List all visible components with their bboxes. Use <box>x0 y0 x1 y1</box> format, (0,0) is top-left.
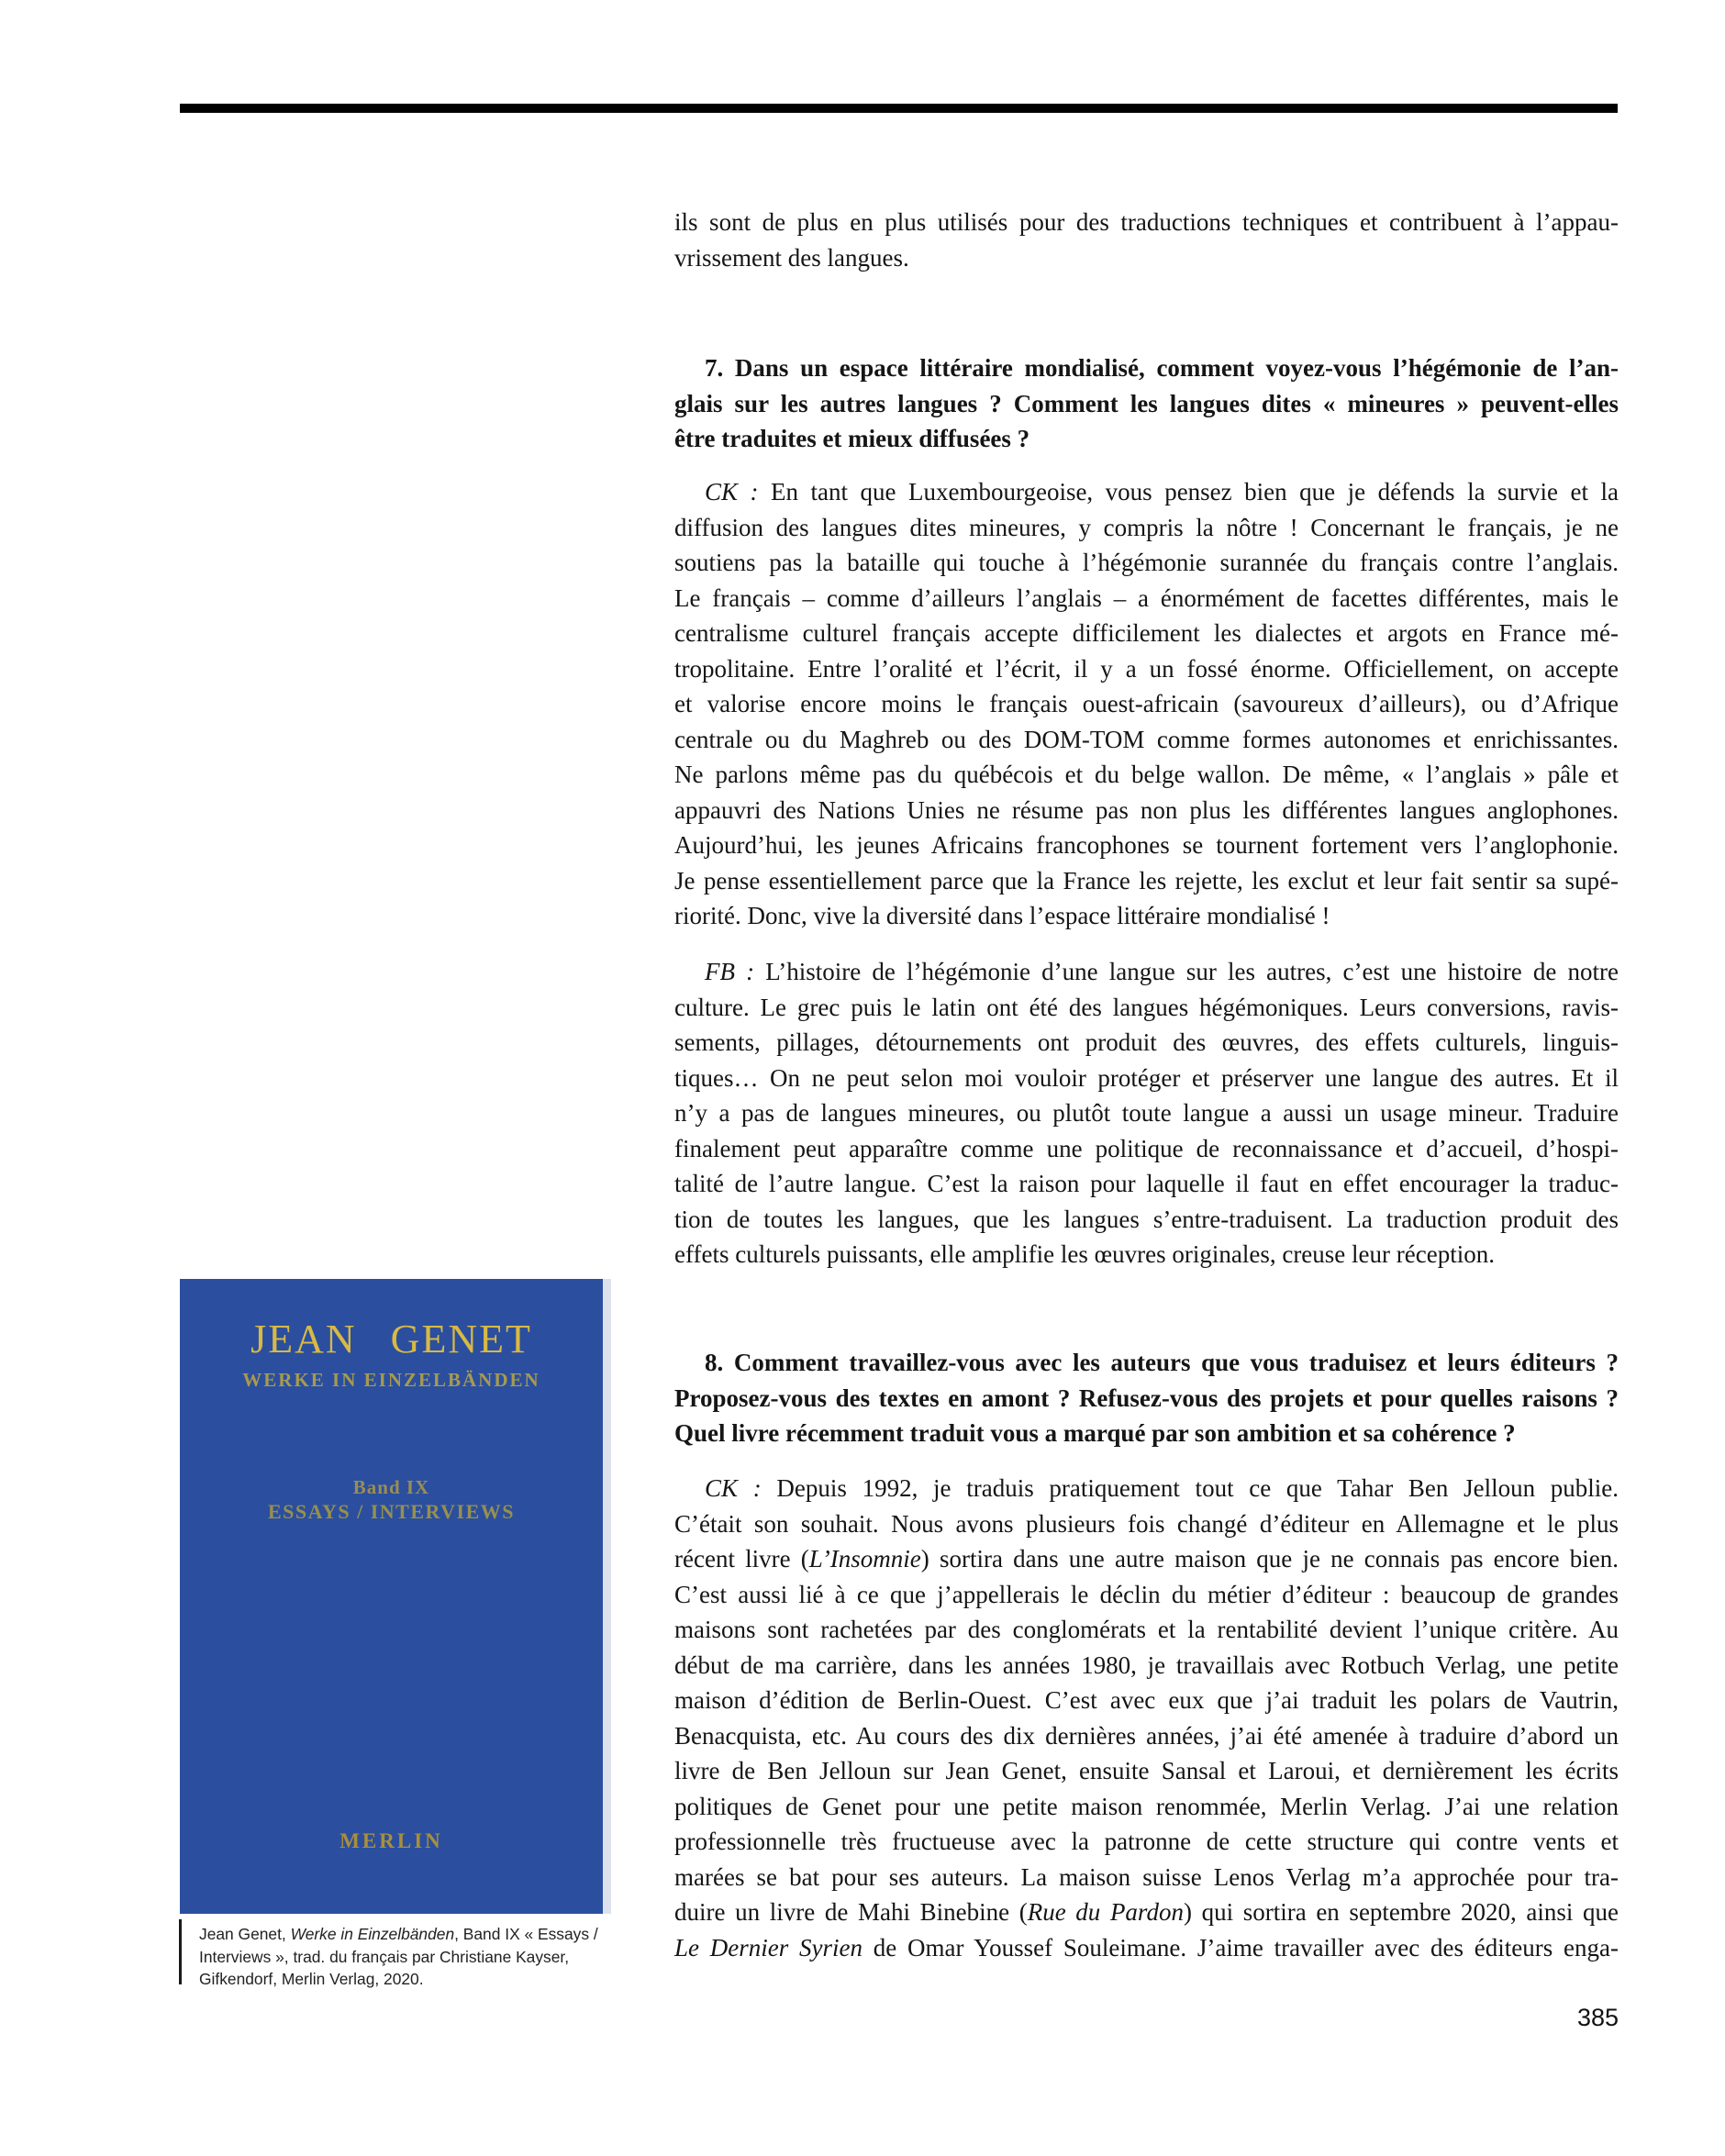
text-line: CK : Depuis 1992, je traduis pratiquement tout ce que Tahar Ben Jelloun publie. <box>705 1474 1619 1502</box>
answer-ck-2 <box>674 1471 1619 1965</box>
text-line: et valorise encore moins le français ouest-africain (savoureux d’ailleurs), ou d’Afrique <box>674 690 1619 717</box>
text-line: politiques de Genet pour une petite maison renommée, Merlin Verlag. J’ai une relation <box>674 1792 1619 1820</box>
text-line: appauvri des Nations Unies ne résume pas non plus les différentes langues anglophones. <box>674 795 1619 824</box>
text-line: Ne parlons même pas du québécois et du belge wallon. De même, « l’anglais » pâle et <box>674 761 1619 788</box>
text-line: centrale ou du Maghreb ou des DOM-TOM comme formes autonomes et enrichissantes. <box>674 725 1619 753</box>
text-line: centralisme culturel français accepte difficilement les dialectes et argots en France mé- <box>674 619 1619 647</box>
continued-paragraph <box>674 205 1619 275</box>
text-line: glais sur les autres langues ? Comment les langues dites « mineures » peuvent-elles <box>674 389 1619 417</box>
text-line: Interviews », trad. du français par Christiane Kayser, <box>199 1947 570 1966</box>
text-line: C’est aussi lié à ce que j’appellerais le déclin du métier d’éditeur : beaucoup de grandes <box>674 1580 1619 1608</box>
text-line: diffusion des langues dites mineures, y compris la nôtre ! Concernant le français, je ne <box>674 513 1619 541</box>
text-line: ils sont de plus en plus utilisés pour des traductions techniques et contribuent à l’appau- <box>674 208 1619 236</box>
book-cover-publisher: MERLIN <box>339 1829 443 1852</box>
text-line: riorité. Donc, vive la diversité dans l’espace littéraire mondialisé ! <box>674 902 1330 929</box>
text-line: Le Dernier Syrien de Omar Youssef Souleimane. J’aime travailler avec des éditeurs enga- <box>674 1933 1619 1962</box>
text-line: C’était son souhait. Nous avons plusieurs fois changé d’éditeur en Allemagne et le plus <box>674 1509 1619 1538</box>
text-line: maison d’édition de Berlin-Ouest. C’est avec eux que j’ai traduit les polars de Vautrin, <box>674 1686 1619 1714</box>
text-line: Benacquista, etc. Au cours des dix dernières années, j’ai été amenée à traduire d’abord un <box>674 1721 1619 1750</box>
book-cover-subtitle: WERKE IN EINZELBÄNDEN <box>242 1369 540 1391</box>
text-line: finalement peut apparaître comme une politique de reconnaissance et d’accueil, d’hospi- <box>674 1134 1619 1162</box>
book-cover-title: JEAN GENET <box>250 1317 532 1361</box>
text-line: Quel livre récemment traduit vous a marqué par son ambition et sa cohérence ? <box>674 1419 1516 1447</box>
text-line: maisons sont rachetées par des conglomérats et la rentabilité devient l’unique critère. Au <box>674 1616 1619 1643</box>
caption-rule <box>179 1919 182 1984</box>
book-cover-image <box>180 1279 611 1914</box>
text-line: Je pense essentiellement parce que la France les rejette, les exclut et leur fait sentir sa supé- <box>674 866 1619 895</box>
figure-caption <box>199 1923 603 1991</box>
text-line: FB : L’histoire de l’hégémonie d’une langue sur les autres, c’est une histoire de notre <box>705 958 1619 985</box>
text-line: Jean Genet, Werke in Einzelbänden, Band IX « Essays / <box>199 1925 598 1943</box>
text-line: professionnelle très fructueuse avec la patronne de cette structure qui contre vents et <box>674 1828 1619 1855</box>
text-line: Gifkendorf, Merlin Verlag, 2020. <box>199 1970 424 1988</box>
text-line: n’y a pas de langues mineures, ou plutôt toute langue a aussi un usage mineur. Traduire <box>674 1099 1619 1127</box>
text-line: vrissement des langues. <box>674 243 909 272</box>
text-line: marées se bat pour ses auteurs. La maison suisse Lenos Verlag m’a approchée pour tra- <box>674 1862 1619 1891</box>
question-8-heading <box>674 1345 1619 1451</box>
page-number: 385 <box>1576 2004 1619 2031</box>
answer-fb <box>674 954 1619 1272</box>
text-line: talité de l’autre langue. C’est la raison pour laquelle il faut en effet encourager la traduc- <box>674 1170 1619 1197</box>
text-line: tropolitaine. Entre l’oralité et l’écrit, il y a un fossé énorme. Officiellement, on accepte <box>674 654 1619 683</box>
book-cover-series: ESSAYS / INTERVIEWS <box>267 1500 516 1523</box>
text-line: effets culturels puissants, elle amplifie les œuvres originales, creuse leur réception. <box>674 1240 1495 1268</box>
text-line: CK : En tant que Luxembourgeoise, vous pensez bien que je défends la survie et la <box>705 478 1619 506</box>
answer-ck-1 <box>674 474 1619 934</box>
text-line: duire un livre de Mahi Binebine (Rue du Pardon) qui sortira en septembre 2020, ainsi que <box>674 1898 1619 1926</box>
text-line: sements, pillages, détournements ont produit des œuvres, des effets culturels, linguis- <box>674 1028 1619 1056</box>
text-line: culture. Le grec puis le latin ont été des langues hégémoniques. Leurs conversions, ravis- <box>674 993 1619 1021</box>
text-line: récent livre (L’Insomnie) sortira dans une autre maison que je ne connais pas encore bien. <box>674 1545 1619 1573</box>
text-line: être traduites et mieux diffusées ? <box>674 425 1030 452</box>
text-line: 7. Dans un espace littéraire mondialisé, comment voyez-vous l’hégémonie de l’an- <box>705 354 1619 382</box>
book-cover-volume: Band IX <box>352 1476 430 1498</box>
text-line: tiques… On ne peut selon moi vouloir protéger et préserver une langue des autres. Et il <box>674 1063 1619 1092</box>
text-line: soutiens pas la bataille qui touche à l’hégémonie surannée du français contre l’anglais. <box>674 549 1619 576</box>
text-line: début de ma carrière, dans les années 1980, je travaillais avec Rotbuch Verlag, une petite <box>674 1650 1619 1679</box>
text-line: Le français – comme d’ailleurs l’anglais – a énormément de facettes différentes, mais le <box>674 583 1619 612</box>
header-rule <box>180 104 1618 113</box>
text-line: 8. Comment travaillez-vous avec les auteurs que vous traduisez et leurs éditeurs ? <box>705 1349 1619 1376</box>
text-line: Proposez-vous des textes en amont ? Refusez-vous des projets et pour quelles raisons ? <box>674 1384 1619 1412</box>
text-line: Aujourd’hui, les jeunes Africains francophones se tournent fortement vers l’anglophonie. <box>674 831 1619 859</box>
question-7-heading <box>674 350 1619 457</box>
text-line: tion de toutes les langues, que les langues s’entre-traduisent. La traduction produit des <box>674 1205 1619 1233</box>
text-line: livre de Ben Jelloun sur Jean Genet, ensuite Sansal et Laroui, et dernièrement les écrits <box>674 1757 1619 1784</box>
